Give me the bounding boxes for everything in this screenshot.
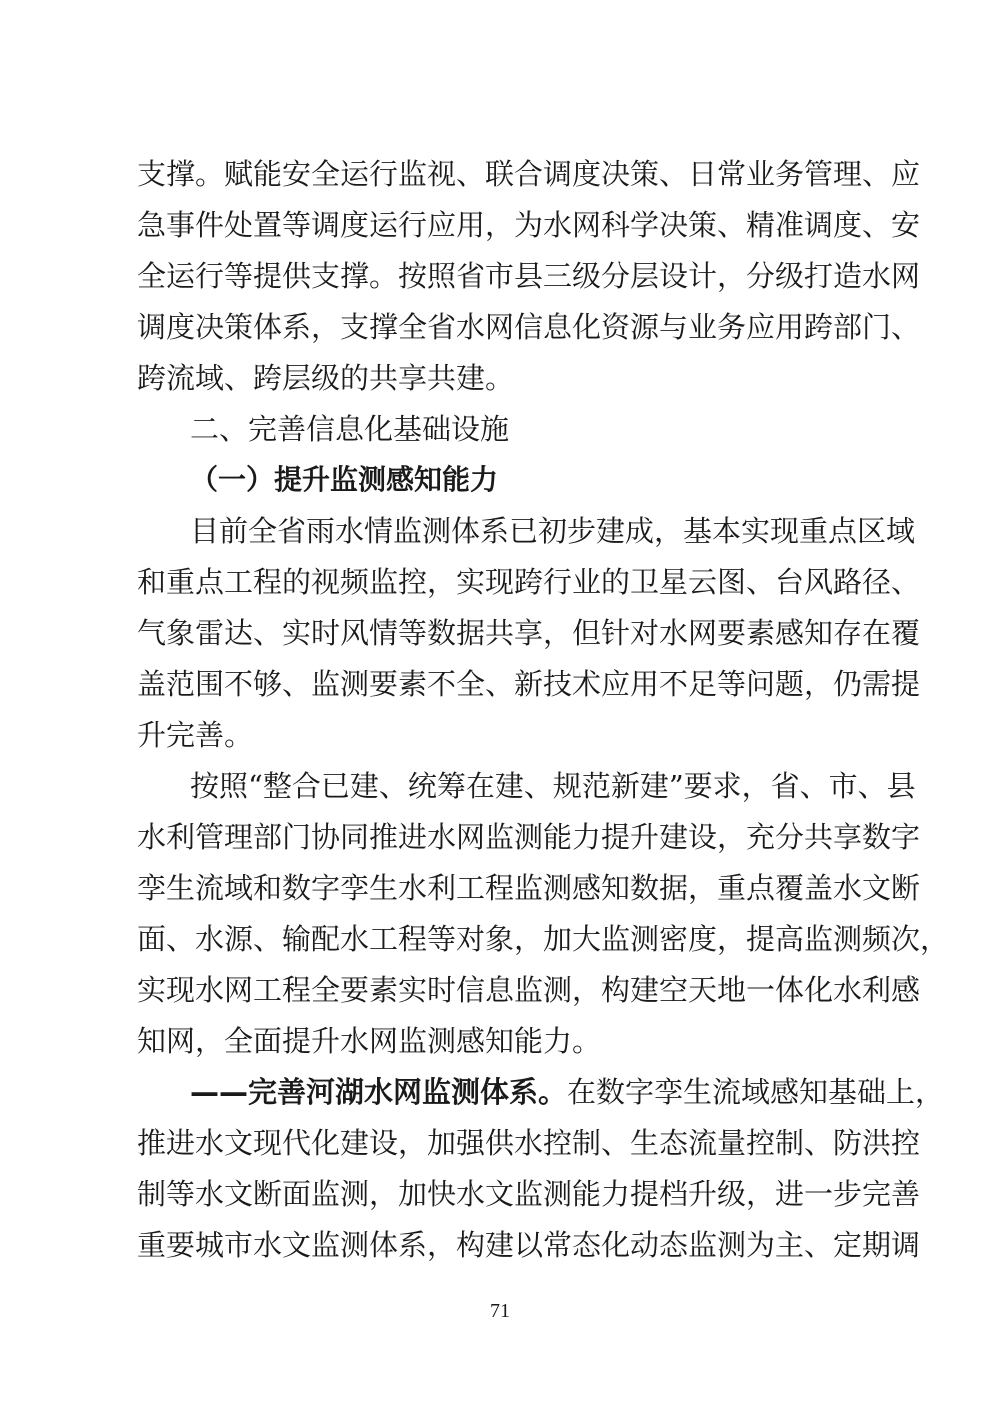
- body-text-line: 实现水网工程全要素实时信息监测，构建空天地一体化水利感: [137, 973, 921, 1007]
- body-text-line: 调度决策体系，支撑全省水网信息化资源与业务应用跨部门、: [137, 310, 921, 344]
- body-text-line: 按照“整合已建、统筹在建、规范新建”要求，省、市、县: [190, 769, 916, 803]
- body-text-line: 重要城市水文监测体系，构建以常态化动态监测为主、定期调: [137, 1228, 921, 1262]
- body-text-line: 全运行等提供支撑。按照省市县三级分层设计，分级打造水网: [137, 259, 921, 293]
- subsection-heading: （一）提升监测感知能力: [190, 463, 499, 496]
- page-number: 71: [490, 1300, 510, 1322]
- body-text-line: 水利管理部门协同推进水网监测能力提升建设，充分共享数字: [137, 820, 921, 854]
- section-heading: 二、完善信息化基础设施: [190, 412, 510, 446]
- body-text-line: 知网，全面提升水网监测感知能力。: [137, 1024, 602, 1058]
- body-text-line: 推进水文现代化建设，加强供水控制、生态流量控制、防洪控: [137, 1126, 921, 1160]
- body-text-line: 升完善。: [137, 718, 254, 752]
- body-text-line: 目前全省雨水情监测体系已初步建成，基本实现重点区域: [190, 514, 916, 548]
- body-text-line: 气象雷达、实时风情等数据共享，但针对水网要素感知存在覆: [137, 616, 921, 650]
- body-text-line: 急事件处置等调度运行应用，为水网科学决策、精准调度、安: [137, 208, 921, 242]
- body-text-span: 在数字孪生流域感知基础上，: [567, 1075, 945, 1109]
- body-text-line: [190, 1070, 945, 1114]
- body-text-line: 跨流域、跨层级的共享共建。: [137, 361, 515, 395]
- body-text-line: 面、水源、输配水工程等对象，加大监测密度，提高监测频次，: [137, 922, 950, 956]
- body-text-line: 和重点工程的视频监控，实现跨行业的卫星云图、台风路径、: [137, 565, 921, 599]
- body-text-line: 支撑。赋能安全运行监视、联合调度决策、日常业务管理、应: [137, 157, 921, 191]
- body-text-line: 制等水文断面监测，加快水文监测能力提档升级，进一步完善: [137, 1177, 921, 1211]
- bold-lead-text: ——完善河湖水网监测体系。: [190, 1075, 568, 1109]
- body-text-line: 孪生流域和数字孪生水利工程监测感知数据，重点覆盖水文断: [137, 871, 921, 905]
- body-text-line: 盖范围不够、监测要素不全、新技术应用不足等问题，仍需提: [137, 667, 921, 701]
